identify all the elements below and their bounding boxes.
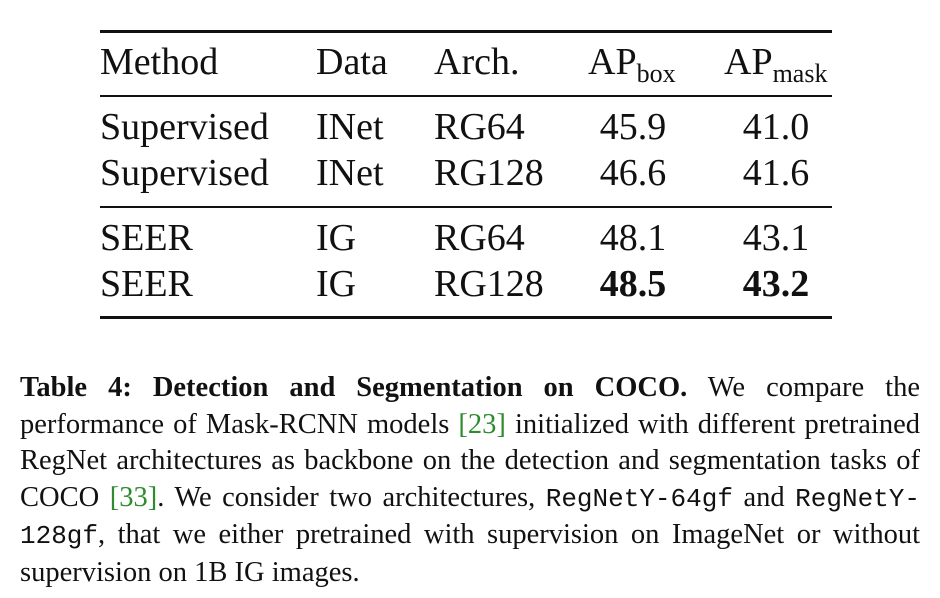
citation-link-23[interactable]: [23] (458, 408, 506, 440)
row-4-ap-box-best: 48.5 (599, 263, 667, 305)
header-data: Data (316, 41, 388, 83)
row-2-data: INet (316, 152, 384, 194)
caption-code-regnet-64: RegNetY-64gf (545, 483, 733, 514)
header-method: Method (100, 41, 219, 83)
row-2-arch: RG128 (434, 152, 544, 194)
caption-text-1: We compare the performance of Mask-RCNN models (20, 372, 920, 440)
row-2-method: Supervised (100, 152, 269, 194)
row-3-data: IG (316, 217, 357, 259)
caption-text-5: , that we either pretrained with supervision on ImageNet or without supervision on 1B IG images. (20, 519, 920, 588)
row-2-ap-box: 46.6 (599, 152, 667, 194)
row-4-arch: RG128 (434, 263, 544, 305)
header-ap-box-base: AP (588, 41, 637, 83)
row-4-data: IG (316, 263, 357, 305)
caption-text-3: . We consider two architectures, (157, 481, 546, 513)
header-ap-mask-base: AP (724, 41, 773, 83)
caption-text-4: and (732, 481, 796, 513)
header-ap-box (588, 42, 676, 86)
header-ap-mask (724, 42, 827, 86)
table-top-rule (100, 30, 832, 33)
caption-label: Table 4: Detection and Segmentation on COCO. (20, 372, 688, 403)
header-ap-mask-sub: mask (772, 59, 828, 88)
table-caption (20, 370, 920, 592)
row-1-ap-box: 45.9 (599, 106, 667, 148)
citation-link-33[interactable]: [33] (109, 481, 158, 513)
caption-text-2: initialized with different pretrained RegNet architectures as backbone on the detection and segmentation tasks of COCO (20, 408, 920, 513)
row-2-ap-mask: 41.6 (742, 152, 810, 194)
row-3-ap-mask: 43.1 (742, 217, 810, 259)
row-3-arch: RG64 (434, 217, 525, 259)
row-4-ap-mask-best: 43.2 (742, 263, 810, 305)
caption-code-regnet-128: RegNetY-128gf (20, 483, 920, 552)
header-arch: Arch. (434, 41, 520, 83)
row-1-data: INet (316, 106, 384, 148)
table-bottom-rule (100, 316, 832, 319)
row-3-method: SEER (100, 217, 193, 259)
row-1-arch: RG64 (434, 106, 525, 148)
header-ap-box-sub: box (636, 59, 676, 88)
row-1-ap-mask: 41.0 (742, 106, 810, 148)
table-header-rule (100, 95, 832, 97)
row-1-method: Supervised (100, 106, 269, 148)
row-4-method: SEER (100, 263, 193, 305)
table-group-rule (100, 206, 832, 208)
row-3-ap-box: 48.1 (599, 217, 667, 259)
